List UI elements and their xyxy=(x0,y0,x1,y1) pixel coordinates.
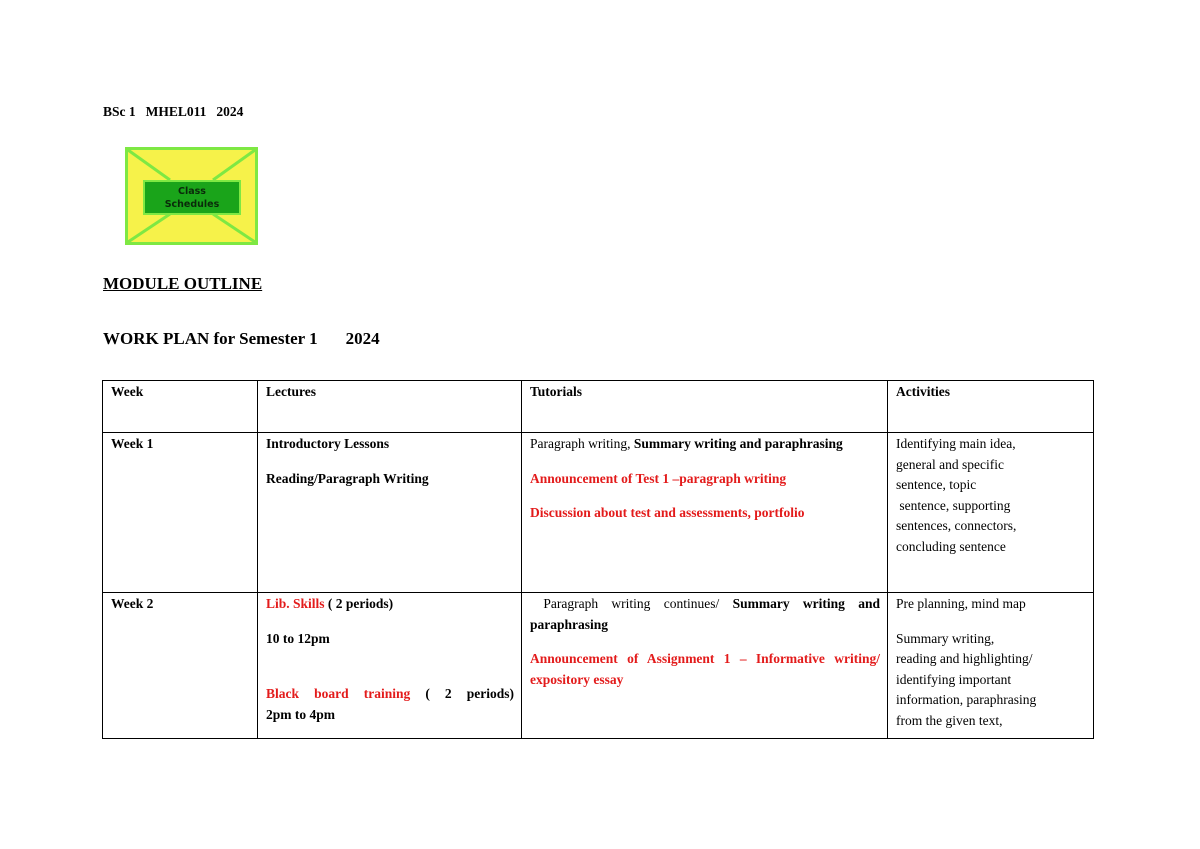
table-row-week-2 xyxy=(103,593,1094,739)
activities-cell xyxy=(888,433,1094,593)
table-header-row xyxy=(103,381,1094,433)
tutorials-cell xyxy=(522,593,888,739)
lecture-item: Introductory Lessons xyxy=(266,436,390,451)
activity-line: identifying important xyxy=(896,671,1012,687)
tutorial-announcement: Announcement of Assignment 1 – Informative writing/ expository essay xyxy=(530,651,880,687)
column-header-week: Week xyxy=(103,381,258,433)
lecture-item: Reading/Paragraph Writing xyxy=(266,470,429,486)
activity-line: reading and highlighting/ xyxy=(896,651,1033,666)
tutorials-cell xyxy=(522,433,888,593)
activity-line: sentence, supporting xyxy=(896,497,1011,513)
column-header-tutorials: Tutorials xyxy=(522,381,888,433)
lecture-time: 10 to 12pm xyxy=(266,630,330,646)
activity-line: general and specific xyxy=(896,456,1004,472)
work-plan-title: WORK PLAN for Semester 1 xyxy=(103,329,318,348)
tutorial-announcement: Discussion about test and assessments, portfolio xyxy=(530,505,805,520)
activity-line: concluding sentence xyxy=(896,538,1006,554)
week-cell: Week 1 xyxy=(103,433,258,593)
course-name: BSc 1 xyxy=(103,104,136,119)
week-cell: Week 2 xyxy=(103,593,258,739)
table-row-week-1 xyxy=(103,433,1094,593)
activity-line: from the given text, xyxy=(896,712,1003,728)
course-header xyxy=(103,104,253,120)
activity-line: information, paraphrasing xyxy=(896,692,1037,707)
activity-line: sentences, connectors, xyxy=(896,518,1017,533)
work-plan-table xyxy=(102,380,1094,739)
logo-label: Class Schedules xyxy=(164,185,220,210)
tutorial-announcement: Announcement of Test 1 –paragraph writing xyxy=(530,470,787,486)
header-year: 2024 xyxy=(216,104,244,119)
lecture-item: Black board training ( 2 periods) xyxy=(266,686,514,701)
lectures-cell xyxy=(258,433,522,593)
activity-line: Identifying main idea, xyxy=(896,436,1016,451)
tutorial-text: Paragraph writing, Summary writing and paraphrasing xyxy=(530,436,843,451)
lectures-cell xyxy=(258,593,522,739)
class-schedules-logo xyxy=(125,147,258,245)
column-header-lectures: Lectures xyxy=(258,381,522,433)
activity-line: sentence, topic xyxy=(896,477,977,492)
activity-line: Pre planning, mind map xyxy=(896,596,1026,611)
module-code: MHEL011 xyxy=(145,104,207,119)
tutorial-text: Paragraph writing continues/ Summary writing and paraphrasing xyxy=(530,596,884,632)
lecture-time: 2pm to 4pm xyxy=(266,706,336,722)
column-header-activities: Activities xyxy=(888,381,1094,433)
work-plan-year: 2024 xyxy=(345,329,380,348)
activity-line: Summary writing, xyxy=(896,630,995,646)
lecture-item: Lib. Skills ( 2 periods) xyxy=(266,596,394,611)
work-plan-heading xyxy=(103,329,380,349)
activities-cell xyxy=(888,593,1094,739)
module-outline-heading: MODULE OUTLINE xyxy=(103,274,263,293)
